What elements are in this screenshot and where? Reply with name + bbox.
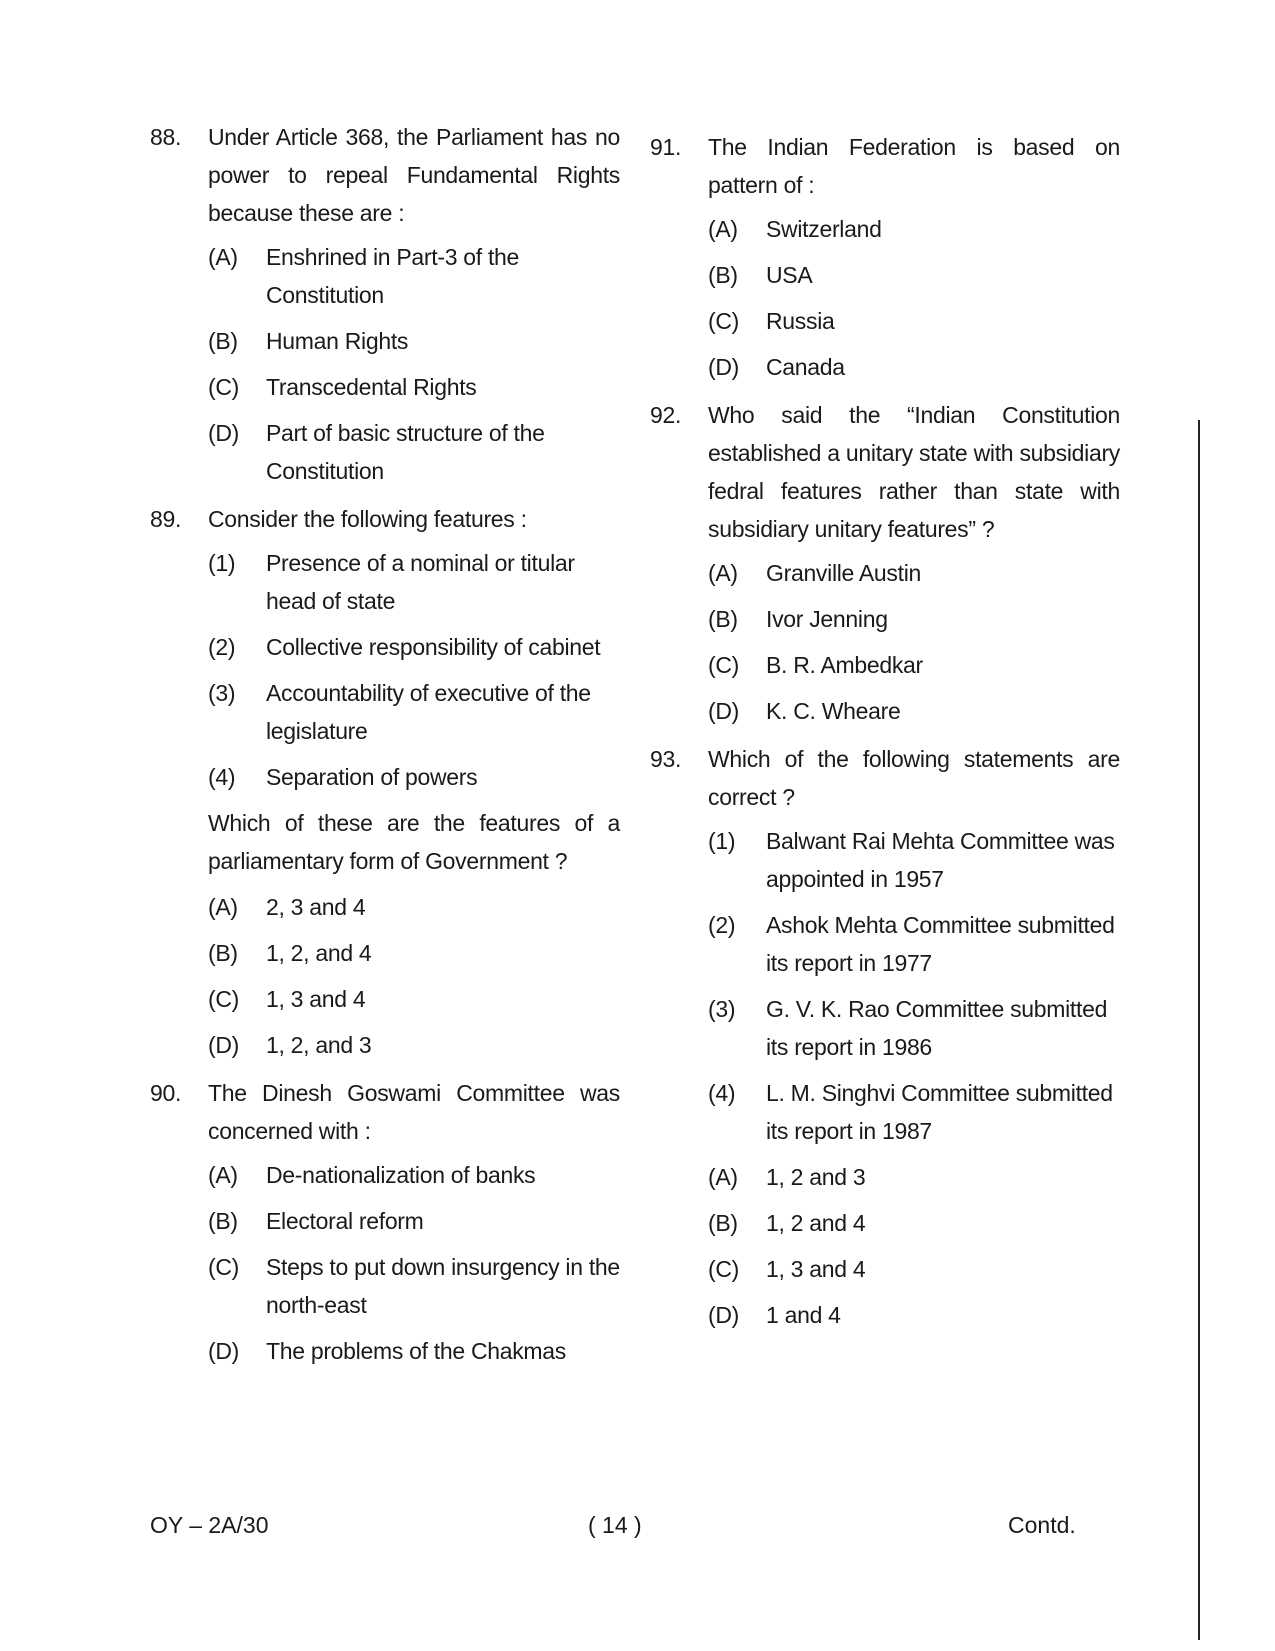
question-text: Which of the following statements are correct ? <box>708 746 1120 810</box>
question-93 <box>650 740 1120 1334</box>
option-b <box>708 256 1120 294</box>
option-text: Transcedental Rights <box>266 374 477 400</box>
option-text: De-nationalization of banks <box>266 1162 536 1188</box>
option-label: (B) <box>708 606 738 632</box>
option-label: (A) <box>208 244 238 270</box>
question-text: The Indian Federation is based on pattern of : <box>708 134 1120 198</box>
question-prompt: Which of these are the features of a parliamentary form of Government ? <box>208 810 620 874</box>
statement-text: Presence of a nominal or titular head of state <box>266 550 575 614</box>
option-c <box>708 302 1120 340</box>
option-label: (C) <box>208 1254 240 1280</box>
question-text: The Dinesh Goswami Committee was concerned with : <box>208 1080 620 1144</box>
question-number: 93. <box>650 746 682 772</box>
option-text: Part of basic structure of the Constitution <box>266 420 545 484</box>
option-text: 2, 3 and 4 <box>266 894 366 920</box>
paper-code: OY – 2A/30 <box>150 1512 269 1538</box>
statement-1 <box>708 822 1120 898</box>
option-c <box>208 1248 620 1324</box>
option-label: (C) <box>708 1256 740 1282</box>
option-d <box>208 414 620 490</box>
option-text: 1, 2, and 3 <box>266 1032 372 1058</box>
option-c <box>708 646 1120 684</box>
option-label: (A) <box>708 1164 738 1190</box>
option-label: (D) <box>708 354 740 380</box>
option-label: (B) <box>208 1208 238 1234</box>
statement-text: G. V. K. Rao Committee submitted its report in 1986 <box>766 996 1108 1060</box>
option-a <box>208 888 620 926</box>
option-label: (C) <box>708 308 740 334</box>
option-text: Russia <box>766 308 835 334</box>
option-a <box>708 554 1120 592</box>
option-label: (C) <box>708 652 740 678</box>
option-text: 1, 2 and 4 <box>766 1210 866 1236</box>
option-label: (B) <box>208 328 238 354</box>
question-92 <box>650 396 1120 730</box>
question-number: 92. <box>650 402 682 428</box>
option-label: (A) <box>208 1162 238 1188</box>
option-text: Canada <box>766 354 845 380</box>
option-text: 1 and 4 <box>766 1302 841 1328</box>
question-88 <box>150 118 620 490</box>
option-b <box>208 1202 620 1240</box>
question-number: 91. <box>650 134 682 160</box>
statement-text: Balwant Rai Mehta Committee was appointed in 1957 <box>766 828 1115 892</box>
left-column <box>150 118 620 1380</box>
option-text: Steps to put down insurgency in the north-east <box>266 1254 620 1318</box>
option-a <box>208 1156 620 1194</box>
statement-text: L. M. Singhvi Committee submitted its report in 1987 <box>766 1080 1113 1144</box>
statement-4 <box>208 758 620 796</box>
statement-label: (1) <box>208 550 236 576</box>
option-text: The problems of the Chakmas <box>266 1338 566 1364</box>
option-text: Granville Austin <box>766 560 921 586</box>
option-d <box>208 1026 620 1064</box>
question-number: 89. <box>150 506 182 532</box>
statement-2 <box>208 628 620 666</box>
option-b <box>708 1204 1120 1242</box>
option-label: (B) <box>708 262 738 288</box>
statement-text: Collective responsibility of cabinet <box>266 634 601 660</box>
statement-label: (3) <box>708 996 736 1022</box>
statement-label: (4) <box>708 1080 736 1106</box>
option-label: (D) <box>208 1338 240 1364</box>
option-text: 1, 2, and 4 <box>266 940 372 966</box>
option-text: B. R. Ambedkar <box>766 652 923 678</box>
option-c <box>208 368 620 406</box>
option-d <box>208 1332 620 1370</box>
option-d <box>708 1296 1120 1334</box>
option-d <box>708 692 1120 730</box>
option-label: (D) <box>708 1302 740 1328</box>
statement-text: Accountability of executive of the legislature <box>266 680 591 744</box>
option-label: (B) <box>208 940 238 966</box>
option-text: Human Rights <box>266 328 409 354</box>
statement-label: (1) <box>708 828 736 854</box>
statement-1 <box>208 544 620 620</box>
question-text: Consider the following features : <box>208 506 527 532</box>
scan-edge-line <box>1198 420 1200 1640</box>
statement-3 <box>708 990 1120 1066</box>
option-label: (C) <box>208 986 240 1012</box>
statement-label: (3) <box>208 680 236 706</box>
option-label: (A) <box>708 560 738 586</box>
question-89 <box>150 500 620 1064</box>
question-text: Who said the “Indian Constitution established a unitary state with subsidiary fedral features rather than state with subsidiary unitary features” ? <box>708 402 1120 542</box>
option-text: Switzerland <box>766 216 882 242</box>
statement-label: (4) <box>208 764 236 790</box>
right-column <box>650 128 1120 1344</box>
statement-label: (2) <box>708 912 736 938</box>
statement-label: (2) <box>208 634 236 660</box>
option-text: 1, 3 and 4 <box>766 1256 866 1282</box>
option-a <box>208 238 620 314</box>
option-text: Electoral reform <box>266 1208 424 1234</box>
option-label: (D) <box>708 698 740 724</box>
option-c <box>708 1250 1120 1288</box>
option-label: (D) <box>208 420 240 446</box>
option-text: K. C. Wheare <box>766 698 901 724</box>
option-text: Enshrined in Part-3 of the Constitution <box>266 244 520 308</box>
option-label: (A) <box>208 894 238 920</box>
statement-text: Ashok Mehta Committee submitted its report in 1977 <box>766 912 1115 976</box>
page-number: ( 14 ) <box>588 1512 642 1538</box>
option-b <box>208 934 620 972</box>
question-text: Under Article 368, the Parliament has no power to repeal Fundamental Rights because these are : <box>208 124 620 226</box>
question-number: 88. <box>150 124 182 150</box>
question-91 <box>650 128 1120 386</box>
question-90 <box>150 1074 620 1370</box>
statement-text: Separation of powers <box>266 764 478 790</box>
option-b <box>208 322 620 360</box>
option-label: (B) <box>708 1210 738 1236</box>
statement-3 <box>208 674 620 750</box>
statement-4 <box>708 1074 1120 1150</box>
option-a <box>708 1158 1120 1196</box>
question-number: 90. <box>150 1080 182 1106</box>
option-label: (C) <box>208 374 240 400</box>
option-text: USA <box>766 262 813 288</box>
option-label: (D) <box>208 1032 240 1058</box>
option-c <box>208 980 620 1018</box>
statement-2 <box>708 906 1120 982</box>
option-b <box>708 600 1120 638</box>
option-label: (A) <box>708 216 738 242</box>
option-text: 1, 2 and 3 <box>766 1164 866 1190</box>
option-a <box>708 210 1120 248</box>
option-text: 1, 3 and 4 <box>266 986 366 1012</box>
option-text: Ivor Jenning <box>766 606 888 632</box>
continued-label: Contd. <box>1008 1512 1076 1538</box>
option-d <box>708 348 1120 386</box>
